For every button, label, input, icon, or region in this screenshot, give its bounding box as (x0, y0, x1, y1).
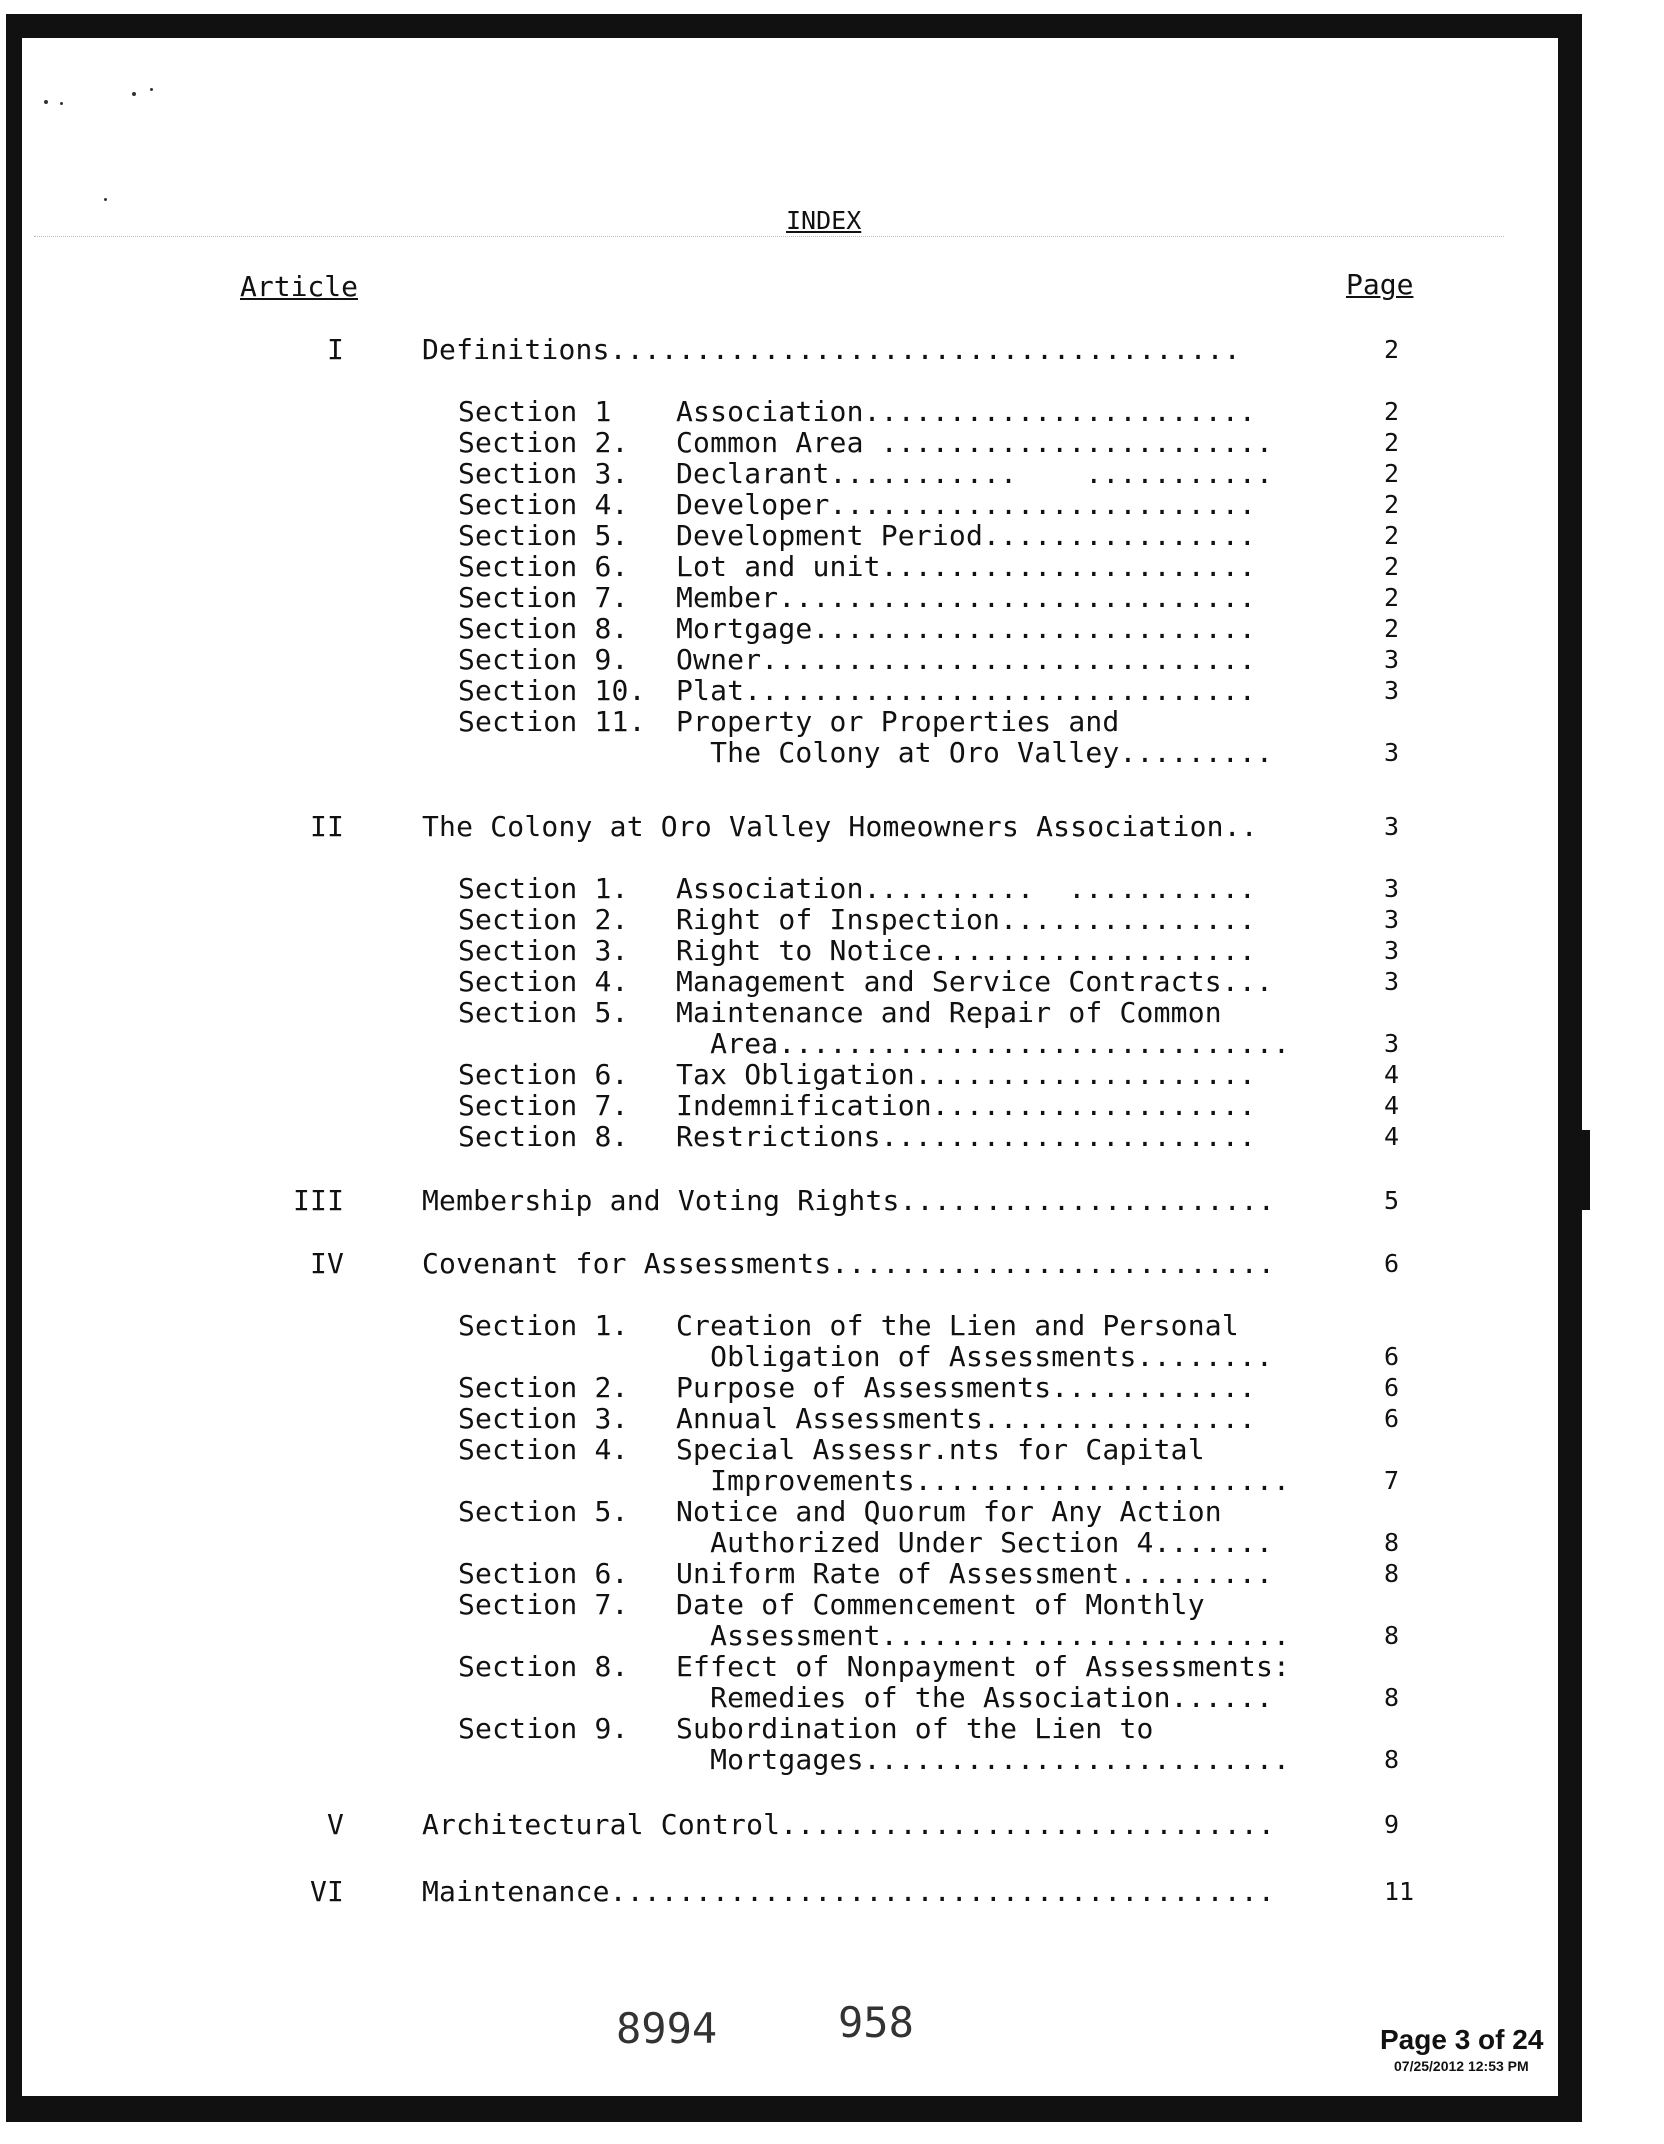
section-title: Management and Service Contracts... (676, 965, 1274, 998)
page-count-stamp: Page 3 of 24 (1380, 2024, 1544, 2055)
section-page-number: 8 (1384, 1528, 1400, 1557)
section-title: Developer......................... (676, 488, 1256, 521)
section-label: Section 1 (458, 395, 612, 428)
section-label: Section 8. (458, 1120, 629, 1153)
section-title: Remedies of the Association...... (676, 1681, 1274, 1714)
section-page-number: 8 (1384, 1621, 1400, 1650)
section-page-number: 3 (1384, 936, 1400, 965)
section-title: Area.............................. (676, 1027, 1291, 1060)
section-title: Owner............................. (676, 643, 1256, 676)
section-title: Assessment........................ (676, 1619, 1291, 1652)
section-page-number: 3 (1384, 738, 1400, 767)
scan-speck (132, 92, 136, 96)
section-title: Common Area ....................... (676, 426, 1274, 459)
section-title: Date of Commencement of Monthly (676, 1588, 1205, 1621)
section-label: Section 3. (458, 934, 629, 967)
section-title: Indemnification................... (676, 1089, 1256, 1122)
section-label: Section 3. (458, 1402, 629, 1435)
section-label: Section 4. (458, 1433, 629, 1466)
section-title: Restrictions...................... (676, 1120, 1256, 1153)
article-numeral: IV (310, 1247, 345, 1280)
scan-edge-mark (1582, 1130, 1590, 1210)
section-title: Declarant........... ........... (676, 457, 1274, 490)
section-label: Section 6. (458, 1058, 629, 1091)
section-label: Section 3. (458, 457, 629, 490)
article-title: Covenant for Assessments.......................... (422, 1247, 1275, 1280)
section-title: Member............................ (676, 581, 1256, 614)
section-title: Improvements...................... (676, 1464, 1291, 1497)
article-page-number: 2 (1384, 335, 1400, 364)
section-title: Authorized Under Section 4....... (676, 1526, 1274, 1559)
scan-speck (150, 88, 153, 91)
scan-speck (104, 198, 107, 201)
scan-speck (44, 100, 48, 104)
section-label: Section 2. (458, 426, 629, 459)
section-title: The Colony at Oro Valley......... (676, 736, 1274, 769)
section-label: Section 7. (458, 1089, 629, 1122)
section-title: Association....................... (676, 395, 1256, 428)
article-numeral: II (310, 810, 345, 843)
section-label: Section 6. (458, 550, 629, 583)
article-title: The Colony at Oro Valley Homeowners Association.. (422, 810, 1258, 843)
article-title: Architectural Control............................. (422, 1808, 1275, 1841)
section-label: Section 11. (458, 705, 646, 738)
section-page-number: 2 (1384, 614, 1400, 643)
recording-timestamp: 07/25/2012 12:53 PM (1394, 2058, 1529, 2074)
section-page-number: 3 (1384, 1029, 1400, 1058)
index-title: INDEX (786, 206, 862, 235)
article-page-number: 6 (1384, 1249, 1400, 1278)
page-column-header: Page (1346, 268, 1414, 301)
section-page-number: 2 (1384, 428, 1400, 457)
section-title: Right to Notice................... (676, 934, 1256, 967)
section-title: Subordination of the Lien to (676, 1712, 1154, 1745)
section-page-number: 4 (1384, 1091, 1400, 1120)
section-label: Section 9. (458, 643, 629, 676)
section-title: Maintenance and Repair of Common (676, 996, 1222, 1029)
section-label: Section 1. (458, 872, 629, 905)
scan-speck (60, 102, 63, 105)
article-numeral: V (327, 1808, 345, 1841)
section-page-number: 2 (1384, 552, 1400, 581)
section-page-number: 6 (1384, 1342, 1400, 1371)
section-page-number: 3 (1384, 874, 1400, 903)
article-title: Membership and Voting Rights...................... (422, 1184, 1275, 1217)
section-title: Special Assessr.nts for Capital (676, 1433, 1205, 1466)
section-page-number: 8 (1384, 1683, 1400, 1712)
article-title: Definitions..................................... (422, 333, 1241, 366)
section-label: Section 6. (458, 1557, 629, 1590)
section-title: Creation of the Lien and Personal (676, 1309, 1239, 1342)
section-title: Tax Obligation.................... (676, 1058, 1256, 1091)
section-label: Section 7. (458, 1588, 629, 1621)
section-title: Obligation of Assessments........ (676, 1340, 1274, 1373)
section-title: Uniform Rate of Assessment......... (676, 1557, 1274, 1590)
section-label: Section 10. (458, 674, 646, 707)
section-page-number: 2 (1384, 459, 1400, 488)
section-title: Effect of Nonpayment of Assessments: (676, 1650, 1291, 1683)
section-title: Notice and Quorum for Any Action (676, 1495, 1222, 1528)
section-title: Property or Properties and (676, 705, 1120, 738)
section-title: Mortgage.......................... (676, 612, 1256, 645)
bates-number-right: 958 (838, 1998, 914, 2047)
article-page-number: 3 (1384, 812, 1400, 841)
section-page-number: 8 (1384, 1745, 1400, 1774)
section-label: Section 5. (458, 1495, 629, 1528)
section-page-number: 2 (1384, 490, 1400, 519)
section-page-number: 2 (1384, 521, 1400, 550)
section-label: Section 4. (458, 965, 629, 998)
article-page-number: 9 (1384, 1810, 1400, 1839)
article-title: Maintenance....................................... (422, 1875, 1275, 1908)
section-title: Lot and unit...................... (676, 550, 1256, 583)
article-numeral: III (293, 1184, 345, 1217)
section-page-number: 6 (1384, 1373, 1400, 1402)
section-label: Section 5. (458, 519, 629, 552)
section-page-number: 6 (1384, 1404, 1400, 1433)
section-label: Section 5. (458, 996, 629, 1029)
section-label: Section 2. (458, 1371, 629, 1404)
section-label: Section 8. (458, 612, 629, 645)
section-page-number: 4 (1384, 1060, 1400, 1089)
section-title: Development Period................ (676, 519, 1256, 552)
section-page-number: 2 (1384, 583, 1400, 612)
section-label: Section 8. (458, 1650, 629, 1683)
section-label: Section 2. (458, 903, 629, 936)
section-page-number: 3 (1384, 967, 1400, 996)
section-title: Association.......... ........... (676, 872, 1256, 905)
section-title: Plat.............................. (676, 674, 1256, 707)
section-label: Section 1. (458, 1309, 629, 1342)
section-title: Mortgages......................... (676, 1743, 1291, 1776)
article-page-number: 5 (1384, 1186, 1400, 1215)
section-label: Section 7. (458, 581, 629, 614)
section-page-number: 3 (1384, 645, 1400, 674)
section-page-number: 7 (1384, 1466, 1400, 1495)
section-label: Section 4. (458, 488, 629, 521)
section-page-number: 3 (1384, 905, 1400, 934)
section-label: Section 9. (458, 1712, 629, 1745)
article-column-header: Article (240, 270, 359, 303)
section-title: Annual Assessments................ (676, 1402, 1256, 1435)
section-page-number: 3 (1384, 676, 1400, 705)
fold-line (34, 236, 1504, 237)
bates-number-left: 8994 (616, 2004, 718, 2053)
section-page-number: 4 (1384, 1122, 1400, 1151)
section-page-number: 8 (1384, 1559, 1400, 1588)
article-page-number: 11 (1384, 1877, 1415, 1906)
section-title: Purpose of Assessments............ (676, 1371, 1256, 1404)
article-numeral: VI (310, 1875, 345, 1908)
section-title: Right of Inspection............... (676, 903, 1256, 936)
section-page-number: 2 (1384, 397, 1400, 426)
article-numeral: I (327, 333, 345, 366)
